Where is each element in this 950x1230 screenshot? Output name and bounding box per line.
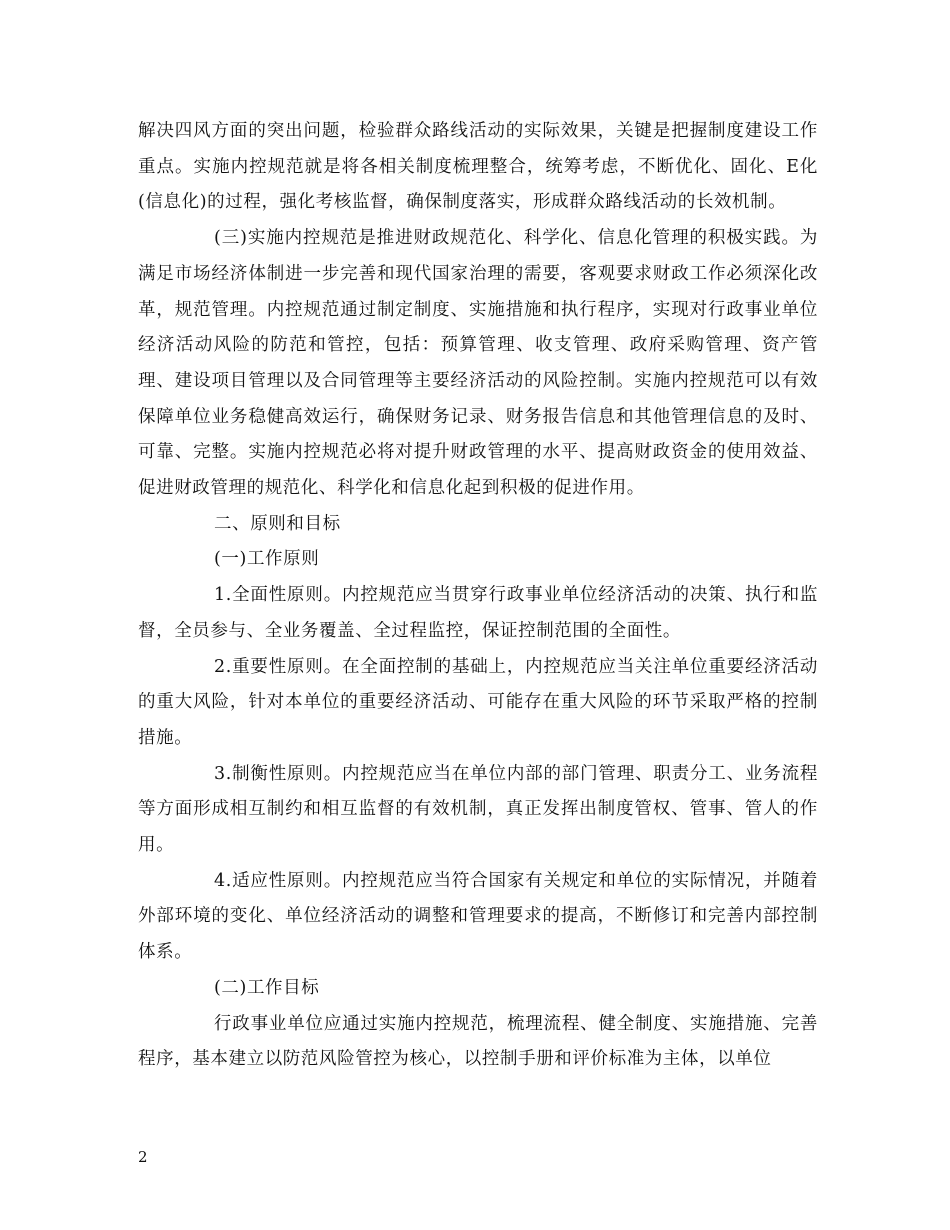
- paragraph-1: 解决四风方面的突出问题，检验群众路线活动的实际效果，关键是把握制度建设工作重点。实施内控规范就是将各相关制度梳理整合，统筹考虑，不断优化、固化、E化(信息化)的过程，强化考核监督，确保制度落实，形成群众路线活动的长效机制。: [138, 121, 818, 213]
- page-number: 2: [138, 1148, 148, 1166]
- paragraph-2: (三)实施内控规范是推进财政规范化、科学化、信息化管理的积极实践。为满足市场经济体制进一步完善和现代国家治理的需要，客观要求财政工作必须深化改革，规范管理。内控规范通过制定制度、实施措施和执行程序，实现对行政事业单位经济活动风险的防范和管控，包括：预算管理、收支管理、政府采购管理、资产管理、建设项目管理以及合同管理等主要经济活动的风险控制。实施内控规范可以有效保障单位业务稳健高效运行，确保财务记录、财务报告信息和其他管理信息的及时、可靠、完整。实施内控规范必将对提升财政管理的水平、提高财政资金的使用效益、促进财政管理的规范化、科学化和信息化起到积极的促进作用。: [138, 228, 818, 499]
- paragraph-work-goals: 行政事业单位应通过实施内控规范，梳理流程、健全制度、实施措施、完善程序，基本建立以防范风险管控为核心，以控制手册和评价标准为主体，以单位: [138, 1013, 818, 1070]
- subheading-work-goals: (二)工作目标: [214, 977, 320, 998]
- document-body: [138, 114, 818, 1078]
- principle-importance: 2.重要性原则。在全面控制的基础上，内控规范应当关注单位重要经济活动的重大风险，针对本单位的重要经济活动、可能存在重大风险的环节采取严格的控制措施。: [138, 656, 818, 748]
- principle-comprehensiveness: 1.全面性原则。内控规范应当贯穿行政事业单位经济活动的决策、执行和监督，全员参与、全业务覆盖、全过程监控，保证控制范围的全面性。: [138, 585, 818, 641]
- principle-checks-balances: 3.制衡性原则。内控规范应当在单位内部的部门管理、职责分工、业务流程等方面形成相互制约和相互监督的有效机制，真正发挥出制度管权、管事、管人的作用。: [138, 763, 818, 856]
- principle-adaptability: 4.适应性原则。内控规范应当符合国家有关规定和单位的实际情况，并随着外部环境的变化、单位经济活动的调整和管理要求的提高，不断修订和完善内部控制体系。: [138, 870, 818, 963]
- section-heading-principles-goals: 二、原则和目标: [214, 513, 341, 534]
- subheading-work-principles: (一)工作原则: [214, 549, 320, 570]
